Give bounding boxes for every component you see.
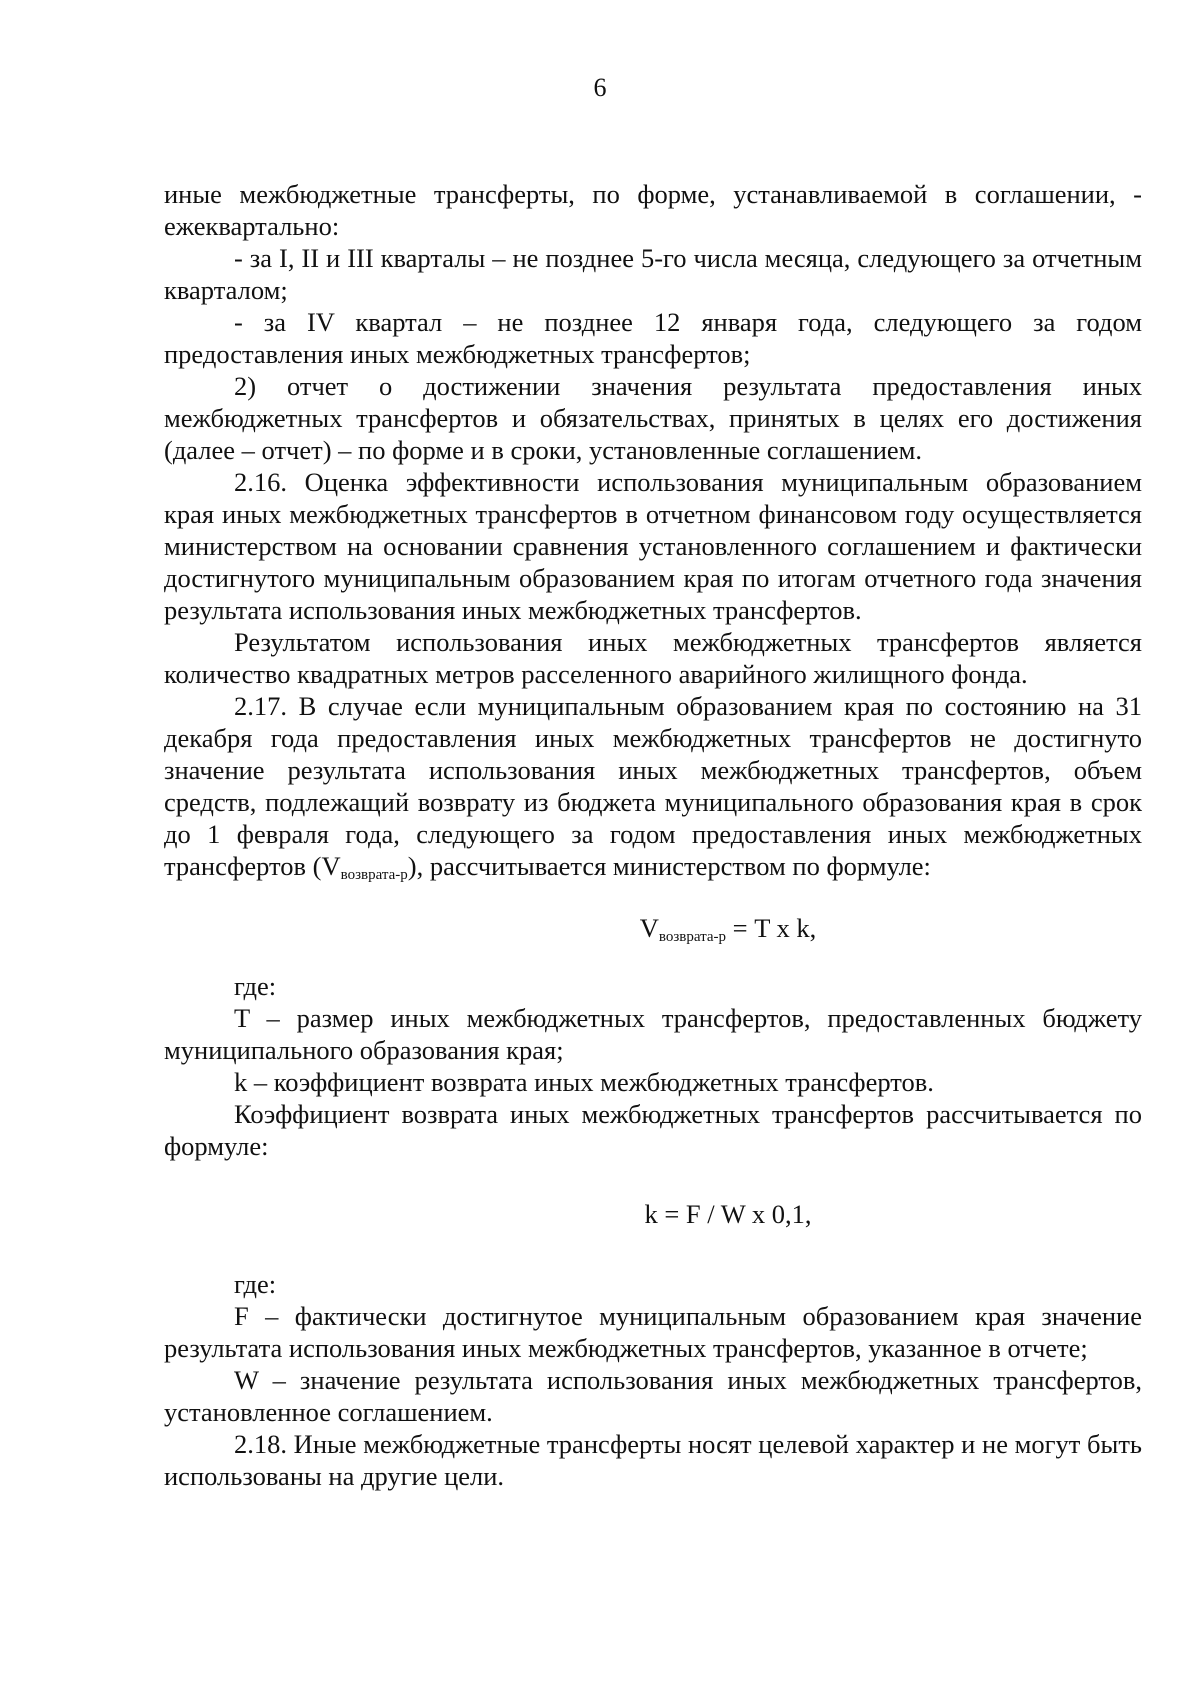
paragraph-quarters-1-3: - за I, II и III кварталы – не позднее 5-го числа месяца, следующего за отчетным кварталом; [164, 243, 1142, 305]
page-number: 6 [593, 73, 607, 102]
paragraph-2-16: 2.16. Оценка эффективности использования муниципальным образованием края иных межбюджетных трансфертов в отчетном финансовом году осуществляется министерством на основании сравнения установленного соглашением и фактически достигнутого муниципальным образованием края по итогам отчетного года значения результата использования иных межбюджетных трансфертов. [164, 467, 1142, 625]
paragraph-2-17-tail: ), рассчитывается министерством по формуле: [407, 851, 931, 881]
paragraph-w-definition: W – значение результата использования иных межбюджетных трансфертов, установленное соглашением. [164, 1365, 1142, 1427]
document-body [164, 178, 1142, 1492]
formula-return-volume [164, 912, 1142, 944]
paragraph-k-definition: k – коэффициент возврата иных межбюджетных трансфертов. [234, 1067, 934, 1097]
formula-coefficient: k = F / W x 0,1, [644, 1199, 812, 1229]
where-label-1: где: [234, 971, 277, 1001]
paragraph-2-17 [164, 690, 1142, 882]
formula-v: V [639, 913, 659, 943]
paragraph-coefficient: Коэффициент возврата иных межбюджетных трансфертов рассчитывается по формуле: [164, 1099, 1142, 1161]
paragraph-2-18: 2.18. Иные межбюджетные трансферты носят целевой характер и не могут быть использованы на другие цели. [164, 1429, 1142, 1491]
formula-v-subscript: возврата-р [658, 929, 726, 945]
paragraph-result-definition: Результатом использования иных межбюджетных трансфертов является количество квадратных метров расселенного аварийного жилищного фонда. [164, 627, 1142, 689]
paragraph-achievement-report: 2) отчет о достижении значения результата предоставления иных межбюджетных трансфертов и обязательствах, принятых в целях его достижения (далее – отчет) – по форме и в сроки, установленные соглашением. [164, 371, 1142, 465]
paragraph-2-17-text: 2.17. В случае если муниципальным образованием края по состоянию на 31 декабря года предоставления иных межбюджетных трансфертов не достигнуто значение результата использования иных межбюджетных трансфертов, объем средств, подлежащий возврату из бюджета муниципального образования края в срок до 1 февраля года, следующего за годом предоставления иных межбюджетных трансфертов (V [164, 691, 1142, 881]
paragraph-report-form: иные межбюджетные трансферты, по форме, устанавливаемой в соглашении, - ежеквартально: [164, 179, 1142, 241]
paragraph-f-definition: F – фактически достигнутое муниципальным образованием края значение результата использования иных межбюджетных трансфертов, указанное в отчете; [164, 1301, 1142, 1363]
paragraph-t-definition: T – размер иных межбюджетных трансфертов, предоставленных бюджету муниципального образования края; [164, 1003, 1142, 1065]
paragraph-quarter-4: - за IV квартал – не позднее 12 января года, следующего за годом предоставления иных межбюджетных трансфертов; [164, 307, 1142, 369]
formula-rest: = T x k, [726, 913, 817, 943]
subscript-return: возврата-р [340, 867, 408, 883]
where-label-2: где: [234, 1269, 277, 1299]
